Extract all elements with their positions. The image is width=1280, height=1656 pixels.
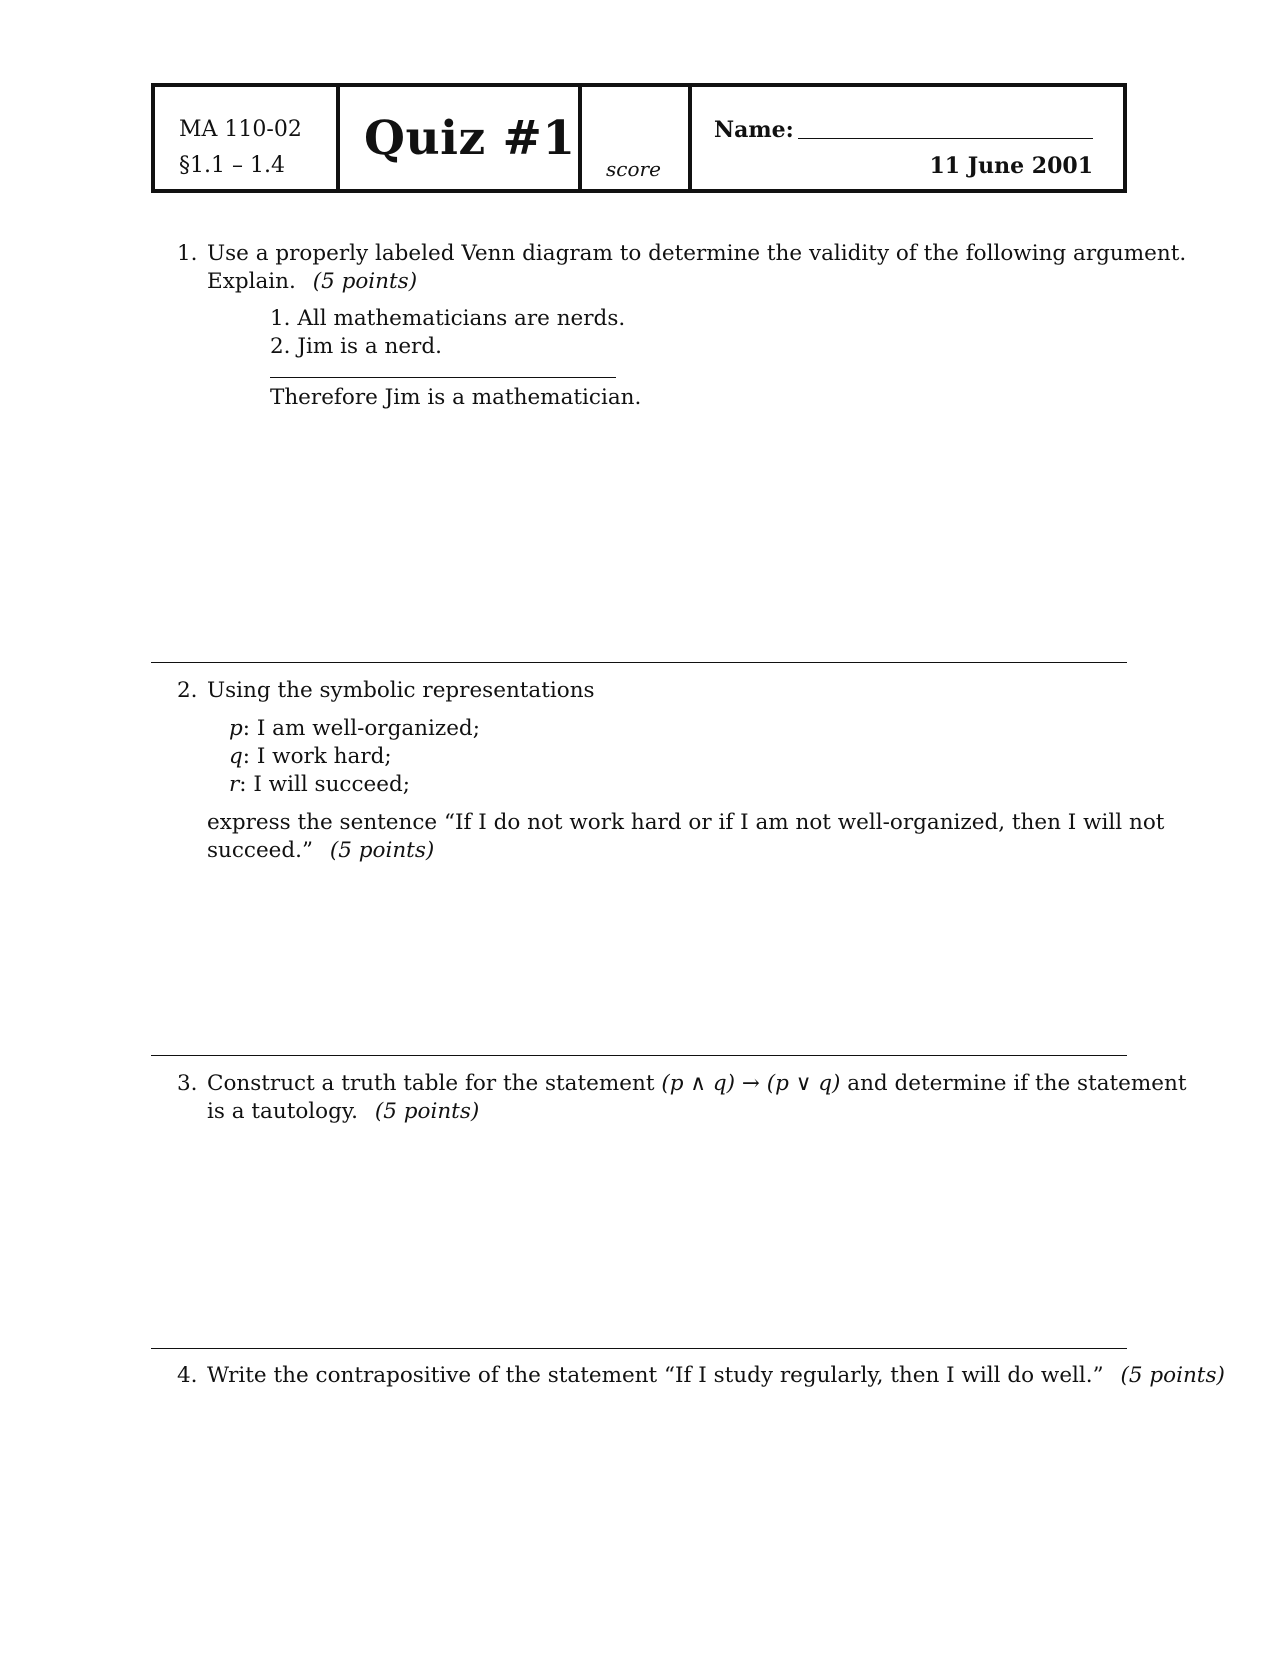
course-cell [155,87,340,189]
q3-number: 3. [177,1071,198,1096]
argument-rule [270,377,616,378]
premise-2 [270,333,442,361]
title-cell [340,87,582,189]
name-field-line[interactable] [798,138,1093,139]
name-label: Name: [714,117,794,143]
symbol-q-text: : I work hard; [242,744,392,769]
q4-points: (5 points) [1120,1363,1225,1388]
premise-2-num: 2. [270,334,291,359]
quiz-header-box [151,83,1127,193]
q1-text [207,240,1187,296]
q4-text-body: Write the contrapositive of the statement “If I study regularly, then I will do well.” [207,1363,1104,1388]
symbol-r-text: : I will succeed; [239,772,410,797]
q4-number: 4. [177,1363,198,1388]
conclusion: Therefore Jim is a mathematician. [270,385,642,410]
symbol-p-var: p [229,716,243,741]
symbol-r [229,771,410,799]
page-title: Quiz #1 [364,111,576,166]
q1-line1: Use a properly labeled Venn diagram to determine the validity of the following argument. [207,241,1187,266]
q3-text [207,1070,1187,1126]
q2-line2 [207,837,1137,865]
score-cell [582,87,692,189]
q3-points: (5 points) [374,1099,480,1124]
symbol-p [229,715,480,743]
q3-line1 [207,1070,1187,1098]
q3-expression: (p ∧ q) → (p ∨ q) [661,1071,841,1096]
q1-line2 [207,268,1137,296]
q2-line2-text: succeed.” [207,838,313,863]
divider-3 [151,1348,1127,1349]
q3-line2 [207,1098,1137,1126]
divider-1 [151,662,1127,663]
q2-text [207,809,1165,865]
q3-text-before: Construct a truth table for the statement [207,1071,655,1096]
premise-2-text: Jim is a nerd. [297,334,442,359]
premise-1-num: 1. [270,306,291,331]
symbol-q [229,743,392,771]
premise-1-text: All mathematicians are nerds. [297,306,626,331]
q2-number: 2. [177,678,198,703]
q4-text [207,1362,1225,1390]
q1-line2-text: Explain. [207,269,296,294]
symbol-p-text: : I am well-organized; [242,716,480,741]
q2-intro: Using the symbolic representations [207,678,595,703]
course-sections: §1.1 – 1.4 [179,153,285,178]
name-cell [692,87,1123,189]
course-code: MA 110-02 [179,117,302,142]
symbol-q-var: q [229,744,243,769]
q2-line1: express the sentence “If I do not work hard or if I am not well-organized, then I will not [207,810,1165,835]
quiz-date: 11 June 2001 [929,153,1093,179]
q2-points: (5 points) [329,838,435,863]
symbol-r-var: r [229,772,240,797]
divider-2 [151,1055,1127,1056]
q1-points: (5 points) [312,269,418,294]
q3-line2-text: is a tautology. [207,1099,358,1124]
q3-text-after: and determine if the statement [847,1071,1187,1096]
score-label: score [606,157,661,181]
q1-number: 1. [177,241,198,266]
premise-1 [270,305,625,333]
